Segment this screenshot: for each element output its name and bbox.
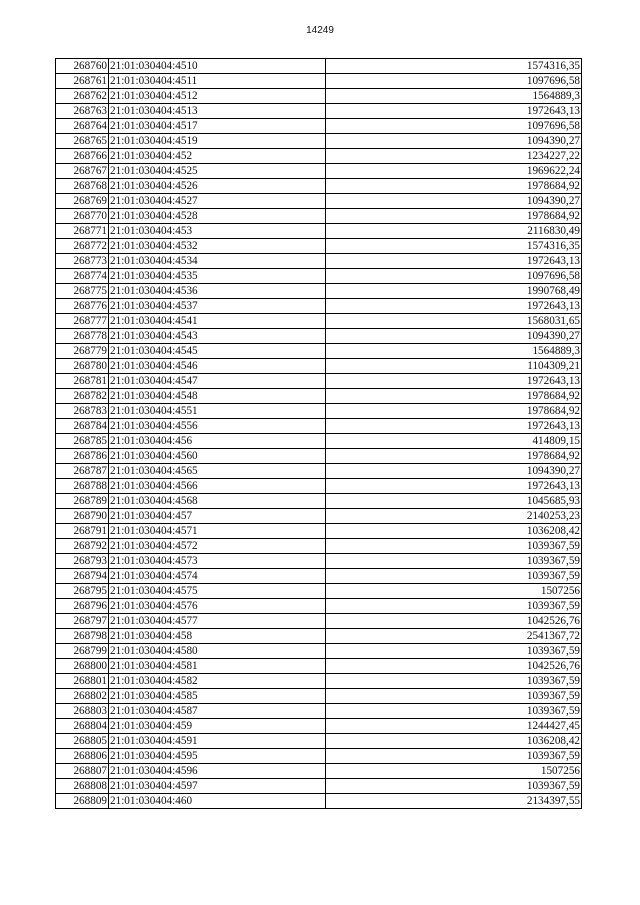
cadastral-number-cell: 21:01:030404:4545: [109, 344, 326, 359]
row-number-cell: 268772: [56, 239, 109, 254]
table-row: [56, 749, 582, 764]
cadastral-number-cell: 21:01:030404:4512: [109, 89, 326, 104]
row-number-cell: 268780: [56, 359, 109, 374]
table-row: [56, 299, 582, 314]
table-row: [56, 434, 582, 449]
row-number-cell: 268760: [56, 59, 109, 74]
table-row: [56, 794, 582, 809]
cadastral-value-cell: 1568031,65: [326, 314, 582, 329]
table-row: [56, 329, 582, 344]
row-number-cell: 268782: [56, 389, 109, 404]
cadastral-value-cell: 1039367,59: [326, 569, 582, 584]
table-row: [56, 599, 582, 614]
cadastral-number-cell: 21:01:030404:4532: [109, 239, 326, 254]
row-number-cell: 268783: [56, 404, 109, 419]
table-row: [56, 344, 582, 359]
table-row: [56, 389, 582, 404]
cadastral-value-cell: 1978684,92: [326, 179, 582, 194]
row-number-cell: 268798: [56, 629, 109, 644]
table-row: [56, 539, 582, 554]
cadastral-number-cell: 21:01:030404:4511: [109, 74, 326, 89]
row-number-cell: 268762: [56, 89, 109, 104]
row-number-cell: 268800: [56, 659, 109, 674]
cadastral-value-cell: 414809,15: [326, 434, 582, 449]
cadastral-number-cell: 21:01:030404:4582: [109, 674, 326, 689]
table-row: [56, 449, 582, 464]
cadastral-value-cell: 2134397,55: [326, 794, 582, 809]
cadastral-value-cell: 1039367,59: [326, 689, 582, 704]
cadastral-value-cell: 1097696,58: [326, 119, 582, 134]
cadastral-value-cell: 1039367,59: [326, 674, 582, 689]
cadastral-number-cell: 21:01:030404:4527: [109, 194, 326, 209]
table-row: [56, 524, 582, 539]
row-number-cell: 268776: [56, 299, 109, 314]
table-row: [56, 734, 582, 749]
row-number-cell: 268791: [56, 524, 109, 539]
table-row: [56, 209, 582, 224]
table-row: [56, 404, 582, 419]
cadastral-value-cell: 1990768,49: [326, 284, 582, 299]
table-row: [56, 659, 582, 674]
row-number-cell: 268792: [56, 539, 109, 554]
cadastral-number-cell: 21:01:030404:4541: [109, 314, 326, 329]
cadastral-value-cell: 1978684,92: [326, 449, 582, 464]
row-number-cell: 268789: [56, 494, 109, 509]
cadastral-number-cell: 21:01:030404:4568: [109, 494, 326, 509]
cadastral-value-cell: 1972643,13: [326, 254, 582, 269]
cadastral-value-cell: 1094390,27: [326, 329, 582, 344]
cadastral-number-cell: 21:01:030404:452: [109, 149, 326, 164]
table-row: [56, 314, 582, 329]
cadastral-number-cell: 21:01:030404:4566: [109, 479, 326, 494]
row-number-cell: 268793: [56, 554, 109, 569]
cadastral-value-cell: 1104309,21: [326, 359, 582, 374]
table-row: [56, 569, 582, 584]
cadastral-number-cell: 21:01:030404:4510: [109, 59, 326, 74]
cadastral-number-cell: 21:01:030404:4537: [109, 299, 326, 314]
cadastral-value-cell: 1042526,76: [326, 659, 582, 674]
cadastral-number-cell: 21:01:030404:4587: [109, 704, 326, 719]
table-row: [56, 464, 582, 479]
cadastral-value-cell: 2116830,49: [326, 224, 582, 239]
cadastral-number-cell: 21:01:030404:4585: [109, 689, 326, 704]
cadastral-value-cell: 1969622,24: [326, 164, 582, 179]
cadastral-value-cell: 1094390,27: [326, 464, 582, 479]
cadastral-value-cell: 1039367,59: [326, 554, 582, 569]
cadastral-number-cell: 21:01:030404:4547: [109, 374, 326, 389]
table-row: [56, 779, 582, 794]
row-number-cell: 268769: [56, 194, 109, 209]
cadastral-value-cell: 1564889,3: [326, 89, 582, 104]
cadastral-value-cell: 1972643,13: [326, 479, 582, 494]
row-number-cell: 268795: [56, 584, 109, 599]
row-number-cell: 268773: [56, 254, 109, 269]
row-number-cell: 268781: [56, 374, 109, 389]
cadastral-value-cell: 2140253,23: [326, 509, 582, 524]
row-number-cell: 268768: [56, 179, 109, 194]
table-row: [56, 194, 582, 209]
table-row: [56, 134, 582, 149]
cadastral-number-cell: 21:01:030404:458: [109, 629, 326, 644]
table-row: [56, 479, 582, 494]
table-row: [56, 104, 582, 119]
cadastral-value-cell: 1094390,27: [326, 194, 582, 209]
cadastral-value-cell: 1234227,22: [326, 149, 582, 164]
cadastral-number-cell: 21:01:030404:4517: [109, 119, 326, 134]
row-number-cell: 268764: [56, 119, 109, 134]
cadastral-number-cell: 21:01:030404:457: [109, 509, 326, 524]
cadastral-number-cell: 21:01:030404:4535: [109, 269, 326, 284]
row-number-cell: 268796: [56, 599, 109, 614]
cadastral-value-cell: 1097696,58: [326, 269, 582, 284]
cadastral-number-cell: 21:01:030404:4591: [109, 734, 326, 749]
table-row: [56, 164, 582, 179]
row-number-cell: 268799: [56, 644, 109, 659]
cadastral-value-cell: 1507256: [326, 584, 582, 599]
cadastral-value-cell: 1978684,92: [326, 389, 582, 404]
table-row: [56, 74, 582, 89]
cadastral-number-cell: 21:01:030404:4575: [109, 584, 326, 599]
row-number-cell: 268775: [56, 284, 109, 299]
row-number-cell: 268790: [56, 509, 109, 524]
table-row: [56, 239, 582, 254]
row-number-cell: 268788: [56, 479, 109, 494]
cadastral-number-cell: 21:01:030404:4573: [109, 554, 326, 569]
row-number-cell: 268805: [56, 734, 109, 749]
row-number-cell: 268806: [56, 749, 109, 764]
table-row: [56, 674, 582, 689]
cadastral-number-cell: 21:01:030404:4577: [109, 614, 326, 629]
table-row: [56, 584, 582, 599]
table-row: [56, 149, 582, 164]
table-row: [56, 419, 582, 434]
cadastral-number-cell: 21:01:030404:4565: [109, 464, 326, 479]
cadastral-number-cell: 21:01:030404:4560: [109, 449, 326, 464]
table-row: [56, 269, 582, 284]
cadastral-value-cell: 1972643,13: [326, 104, 582, 119]
cadastral-number-cell: 21:01:030404:4513: [109, 104, 326, 119]
row-number-cell: 268809: [56, 794, 109, 809]
cadastral-value-cell: 1978684,92: [326, 209, 582, 224]
table-row: [56, 494, 582, 509]
cadastral-value-cell: 1042526,76: [326, 614, 582, 629]
cadastral-number-cell: 21:01:030404:4571: [109, 524, 326, 539]
cadastral-number-cell: 21:01:030404:4551: [109, 404, 326, 419]
table-row: [56, 689, 582, 704]
table-row: [56, 554, 582, 569]
row-number-cell: 268804: [56, 719, 109, 734]
table-row: [56, 179, 582, 194]
cadastral-number-cell: 21:01:030404:4528: [109, 209, 326, 224]
cadastral-number-cell: 21:01:030404:4597: [109, 779, 326, 794]
cadastral-number-cell: 21:01:030404:4596: [109, 764, 326, 779]
cadastral-value-cell: 1097696,58: [326, 74, 582, 89]
table-row: [56, 119, 582, 134]
cadastral-number-cell: 21:01:030404:4556: [109, 419, 326, 434]
cadastral-number-cell: 21:01:030404:4525: [109, 164, 326, 179]
table-row: [56, 89, 582, 104]
row-number-cell: 268763: [56, 104, 109, 119]
cadastral-number-cell: 21:01:030404:4526: [109, 179, 326, 194]
table-row: [56, 629, 582, 644]
cadastral-value-cell: 1507256: [326, 764, 582, 779]
cadastral-value-cell: 1039367,59: [326, 599, 582, 614]
cadastral-number-cell: 21:01:030404:4574: [109, 569, 326, 584]
cadastral-number-cell: 21:01:030404:4543: [109, 329, 326, 344]
row-number-cell: 268770: [56, 209, 109, 224]
cadastral-value-cell: 1039367,59: [326, 539, 582, 554]
cadastral-value-cell: 1972643,13: [326, 299, 582, 314]
row-number-cell: 268785: [56, 434, 109, 449]
row-number-cell: 268803: [56, 704, 109, 719]
cadastral-number-cell: 21:01:030404:4595: [109, 749, 326, 764]
row-number-cell: 268767: [56, 164, 109, 179]
cadastral-number-cell: 21:01:030404:4572: [109, 539, 326, 554]
cadastral-value-cell: 1978684,92: [326, 404, 582, 419]
table-body: [56, 59, 582, 809]
cadastral-value-table: [55, 58, 582, 809]
cadastral-value-cell: 1564889,3: [326, 344, 582, 359]
cadastral-value-cell: 1045685,93: [326, 494, 582, 509]
row-number-cell: 268808: [56, 779, 109, 794]
row-number-cell: 268761: [56, 74, 109, 89]
cadastral-number-cell: 21:01:030404:4581: [109, 659, 326, 674]
row-number-cell: 268774: [56, 269, 109, 284]
cadastral-value-cell: 1972643,13: [326, 419, 582, 434]
cadastral-number-cell: 21:01:030404:4546: [109, 359, 326, 374]
table-row: [56, 764, 582, 779]
row-number-cell: 268802: [56, 689, 109, 704]
cadastral-value-cell: 1094390,27: [326, 134, 582, 149]
table-row: [56, 224, 582, 239]
cadastral-number-cell: 21:01:030404:4519: [109, 134, 326, 149]
table-row: [56, 509, 582, 524]
table-row: [56, 284, 582, 299]
row-number-cell: 268787: [56, 464, 109, 479]
cadastral-value-cell: 1039367,59: [326, 749, 582, 764]
cadastral-number-cell: 21:01:030404:4548: [109, 389, 326, 404]
table-row: [56, 254, 582, 269]
row-number-cell: 268779: [56, 344, 109, 359]
table-row: [56, 359, 582, 374]
table-row: [56, 59, 582, 74]
table-row: [56, 374, 582, 389]
cadastral-value-cell: 1036208,42: [326, 734, 582, 749]
row-number-cell: 268807: [56, 764, 109, 779]
cadastral-number-cell: 21:01:030404:456: [109, 434, 326, 449]
cadastral-number-cell: 21:01:030404:453: [109, 224, 326, 239]
cadastral-number-cell: 21:01:030404:4576: [109, 599, 326, 614]
cadastral-value-cell: 1574316,35: [326, 59, 582, 74]
table-row: [56, 644, 582, 659]
row-number-cell: 268766: [56, 149, 109, 164]
row-number-cell: 268801: [56, 674, 109, 689]
row-number-cell: 268777: [56, 314, 109, 329]
row-number-cell: 268797: [56, 614, 109, 629]
cadastral-number-cell: 21:01:030404:4536: [109, 284, 326, 299]
table-row: [56, 614, 582, 629]
cadastral-number-cell: 21:01:030404:459: [109, 719, 326, 734]
row-number-cell: 268771: [56, 224, 109, 239]
row-number-cell: 268794: [56, 569, 109, 584]
cadastral-value-cell: 1039367,59: [326, 644, 582, 659]
cadastral-value-cell: 1972643,13: [326, 374, 582, 389]
cadastral-value-cell: 1039367,59: [326, 704, 582, 719]
row-number-cell: 268786: [56, 449, 109, 464]
cadastral-value-cell: 2541367,72: [326, 629, 582, 644]
cadastral-number-cell: 21:01:030404:4580: [109, 644, 326, 659]
cadastral-value-cell: 1036208,42: [326, 524, 582, 539]
table-row: [56, 719, 582, 734]
cadastral-number-cell: 21:01:030404:4534: [109, 254, 326, 269]
row-number-cell: 268765: [56, 134, 109, 149]
cadastral-value-cell: 1039367,59: [326, 779, 582, 794]
cadastral-value-cell: 1574316,35: [326, 239, 582, 254]
row-number-cell: 268778: [56, 329, 109, 344]
cadastral-value-cell: 1244427,45: [326, 719, 582, 734]
table-row: [56, 704, 582, 719]
cadastral-number-cell: 21:01:030404:460: [109, 794, 326, 809]
row-number-cell: 268784: [56, 419, 109, 434]
page-number: 14249: [306, 25, 334, 36]
